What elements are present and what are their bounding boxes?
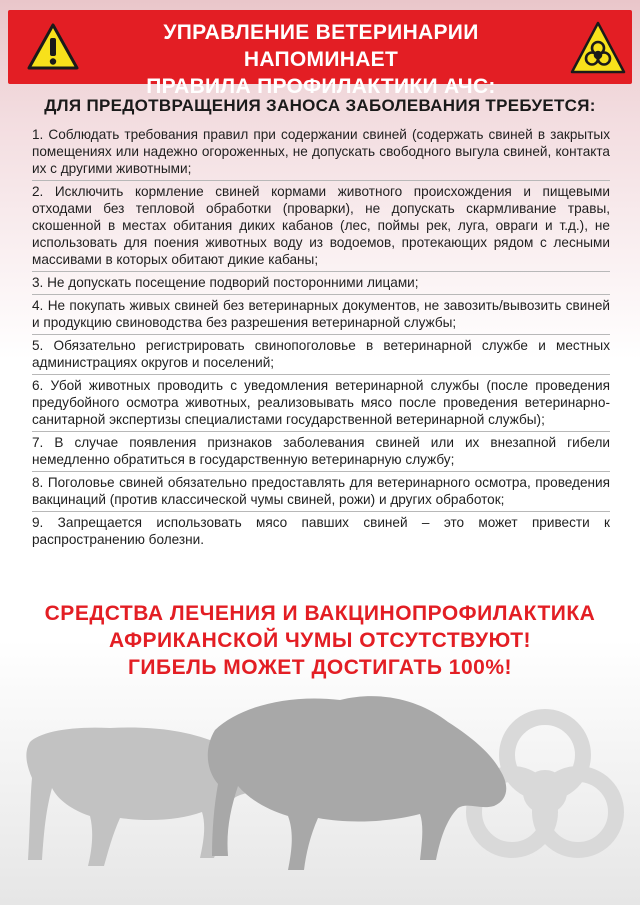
- section-subtitle: ДЛЯ ПРЕДОТВРАЩЕНИЯ ЗАНОСА ЗАБОЛЕВАНИЯ ТРЕБУЕТСЯ:: [44, 96, 596, 115]
- header-title-line2: ПРАВИЛА ПРОФИЛАКТИКИ АЧС:: [146, 75, 496, 98]
- header-title: [86, 19, 556, 100]
- rule-item-1: 1. Соблюдать требования правил при содержании свиней (содержать свиней в закрытых помещениях или надежно огороженных, не допускать свободного выгула свиней, контакта их с другими животными;: [32, 124, 610, 181]
- rule-item-7: 7. В случае появления признаков заболевания свиней или их внезапной гибели немедленно обратиться в государственную ветеринарную службу;: [32, 432, 610, 472]
- rule-item-3: 3. Не допускать посещение подворий посторонними лицами;: [32, 272, 610, 295]
- rule-item-9: 9. Запрещается использовать мясо павших свиней – это может привести к распространению болезни.: [32, 515, 610, 547]
- rule-item-4: 4. Не покупать живых свиней без ветеринарных документов, не завозить/вывозить свиней и продукцию свиноводства без разрешения ветеринарной службы;: [32, 295, 610, 335]
- header-banner: [8, 10, 632, 98]
- boar-silhouette-icon: [208, 696, 506, 870]
- warning-line2: АФРИКАНСКОЙ ЧУМЫ ОТСУТСТВУЮТ!: [108, 629, 532, 652]
- rules-list: [32, 124, 610, 551]
- warning-triangle-icon: [26, 22, 80, 72]
- rule-item-8: 8. Поголовье свиней обязательно предоставлять для ветеринарного осмотра, проведения вакцинаций (против классической чумы свиней, рожи) и других обработок;: [32, 472, 610, 512]
- rule-item-5: 5. Обязательно регистрировать свинопоголовье в ветеринарной службе и местных администрациях округов и поселений;: [32, 335, 610, 375]
- rule-item-6: 6. Убой животных проводить с уведомления ветеринарной службы (после проведения предубойного осмотра животных, реализовывать мясо после проведения ветеринарно-санитарной экспертизы специалистами государственной ветеринарной службы);: [32, 375, 610, 432]
- biohazard-icon: [570, 20, 626, 76]
- warning-line3: ГИБЕЛЬ МОЖЕТ ДОСТИГАТЬ 100%!: [128, 656, 512, 679]
- silhouettes-illustration: [0, 660, 640, 905]
- warning-line1: СРЕДСТВА ЛЕЧЕНИЯ И ВАКЦИНОПРОФИЛАКТИКА: [44, 602, 596, 625]
- rule-item-2: 2. Исключить кормление свиней кормами животного происхождения и пищевыми отходами без тепловой обработки (проварки), не допускать скармливание травы, скошенной в местах обитания диких кабанов (лес, поймы рек, луга, овраги и т.д.), не использовать для поения животных воду из водоемов, протекающих рядом с лесными массивами в которых обитают дикие кабаны;: [32, 181, 610, 272]
- header-title-line1: УПРАВЛЕНИЕ ВЕТЕРИНАРИИ НАПОМИНАЕТ: [163, 21, 479, 71]
